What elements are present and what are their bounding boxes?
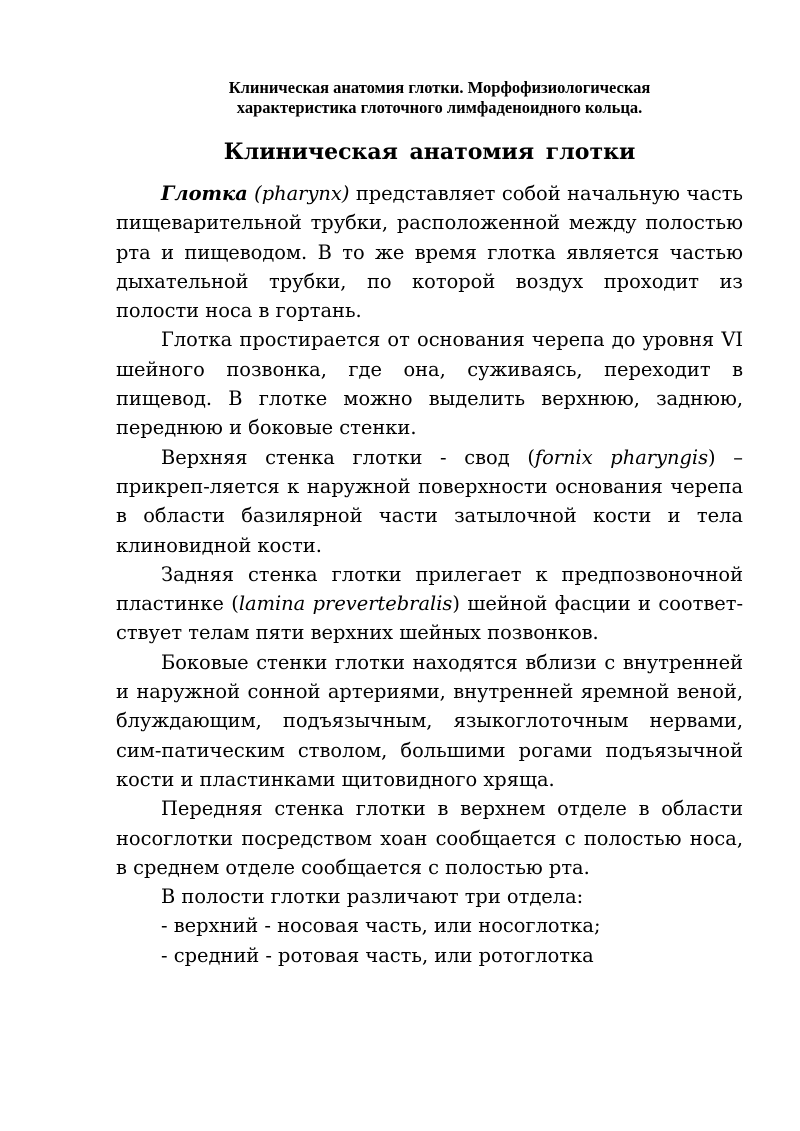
latin-term-pharynx: (pharynx) [254,182,350,205]
paragraph-text: ) – прикреп-ляется к наружной поверхности основания черепа в области базилярной части затылочной кости и тела клиновидной кости. [116,445,743,557]
document-title-line-1: Клиническая анатомия глотки. Морфофизиологическая [228,78,651,97]
latin-term-fornix-pharyngis: fornix pharyngis [534,445,709,469]
paragraph-text: Задняя стенка глотки прилегает к предпозвоночной пластинке ( [116,562,743,616]
section-heading: Клиническая анатомия глотки [223,139,636,165]
document-title [116,78,743,118]
paragraph-text: ) шейной фасции и соответ-ствует телам пяти верхних шейных позвонков. [116,592,743,645]
paragraph-anterior-wall: Передняя стенка глотки в верхнем отделе в области носоглотки посредством хоан сообщается с полостью носа, в среднем отделе сообщается с полостью рта. [116,797,743,879]
list-item-middle-division: - средний - ротовая часть, или ротоглотка [161,943,594,967]
paragraph-pharynx-extent: Глотка простирается от основания черепа до уровня VI шейного позвонка, где она, суживаясь, переходит в пищевод. В глотке можно выделить верхнюю, заднюю, переднюю и боковые стенки. [116,328,743,440]
term-glotka: Глотка [161,182,248,205]
paragraph-text: Верхняя стенка глотки - свод ( [161,445,535,469]
paragraph-upper-wall [116,443,743,560]
latin-term-lamina-prevertebralis: lamina prevertebralis [238,592,453,616]
paragraph-divisions-intro: В полости глотки различают три отдела: [161,885,584,909]
document-title-line-2: характеристика глоточного лимфаденоидного кольца. [236,98,643,117]
paragraph-posterior-wall [116,560,743,648]
paragraph-text: представляет собой начальную часть пищеварительной трубки, расположенной между полостью рта и пищеводом. В то же время глотка является частью дыхательной трубки, по которой воздух проходит из полости носа в гортань. [116,182,743,323]
list-item-upper-division: - верхний - носовая часть, или носоглотка; [161,914,601,938]
paragraph-pharynx-definition [116,179,743,325]
document-page [116,78,743,970]
paragraph-lateral-walls: Боковые стенки глотки находятся вблизи с внутренней и наружной сонной артериями, внутренней яремной веной, блуждающим, подъязычным, языкоглоточным нервами, сим-патическим стволом, большими рогами подъязычной кости и пластинками щитовидного хряща. [116,650,743,791]
document-body [116,179,743,970]
